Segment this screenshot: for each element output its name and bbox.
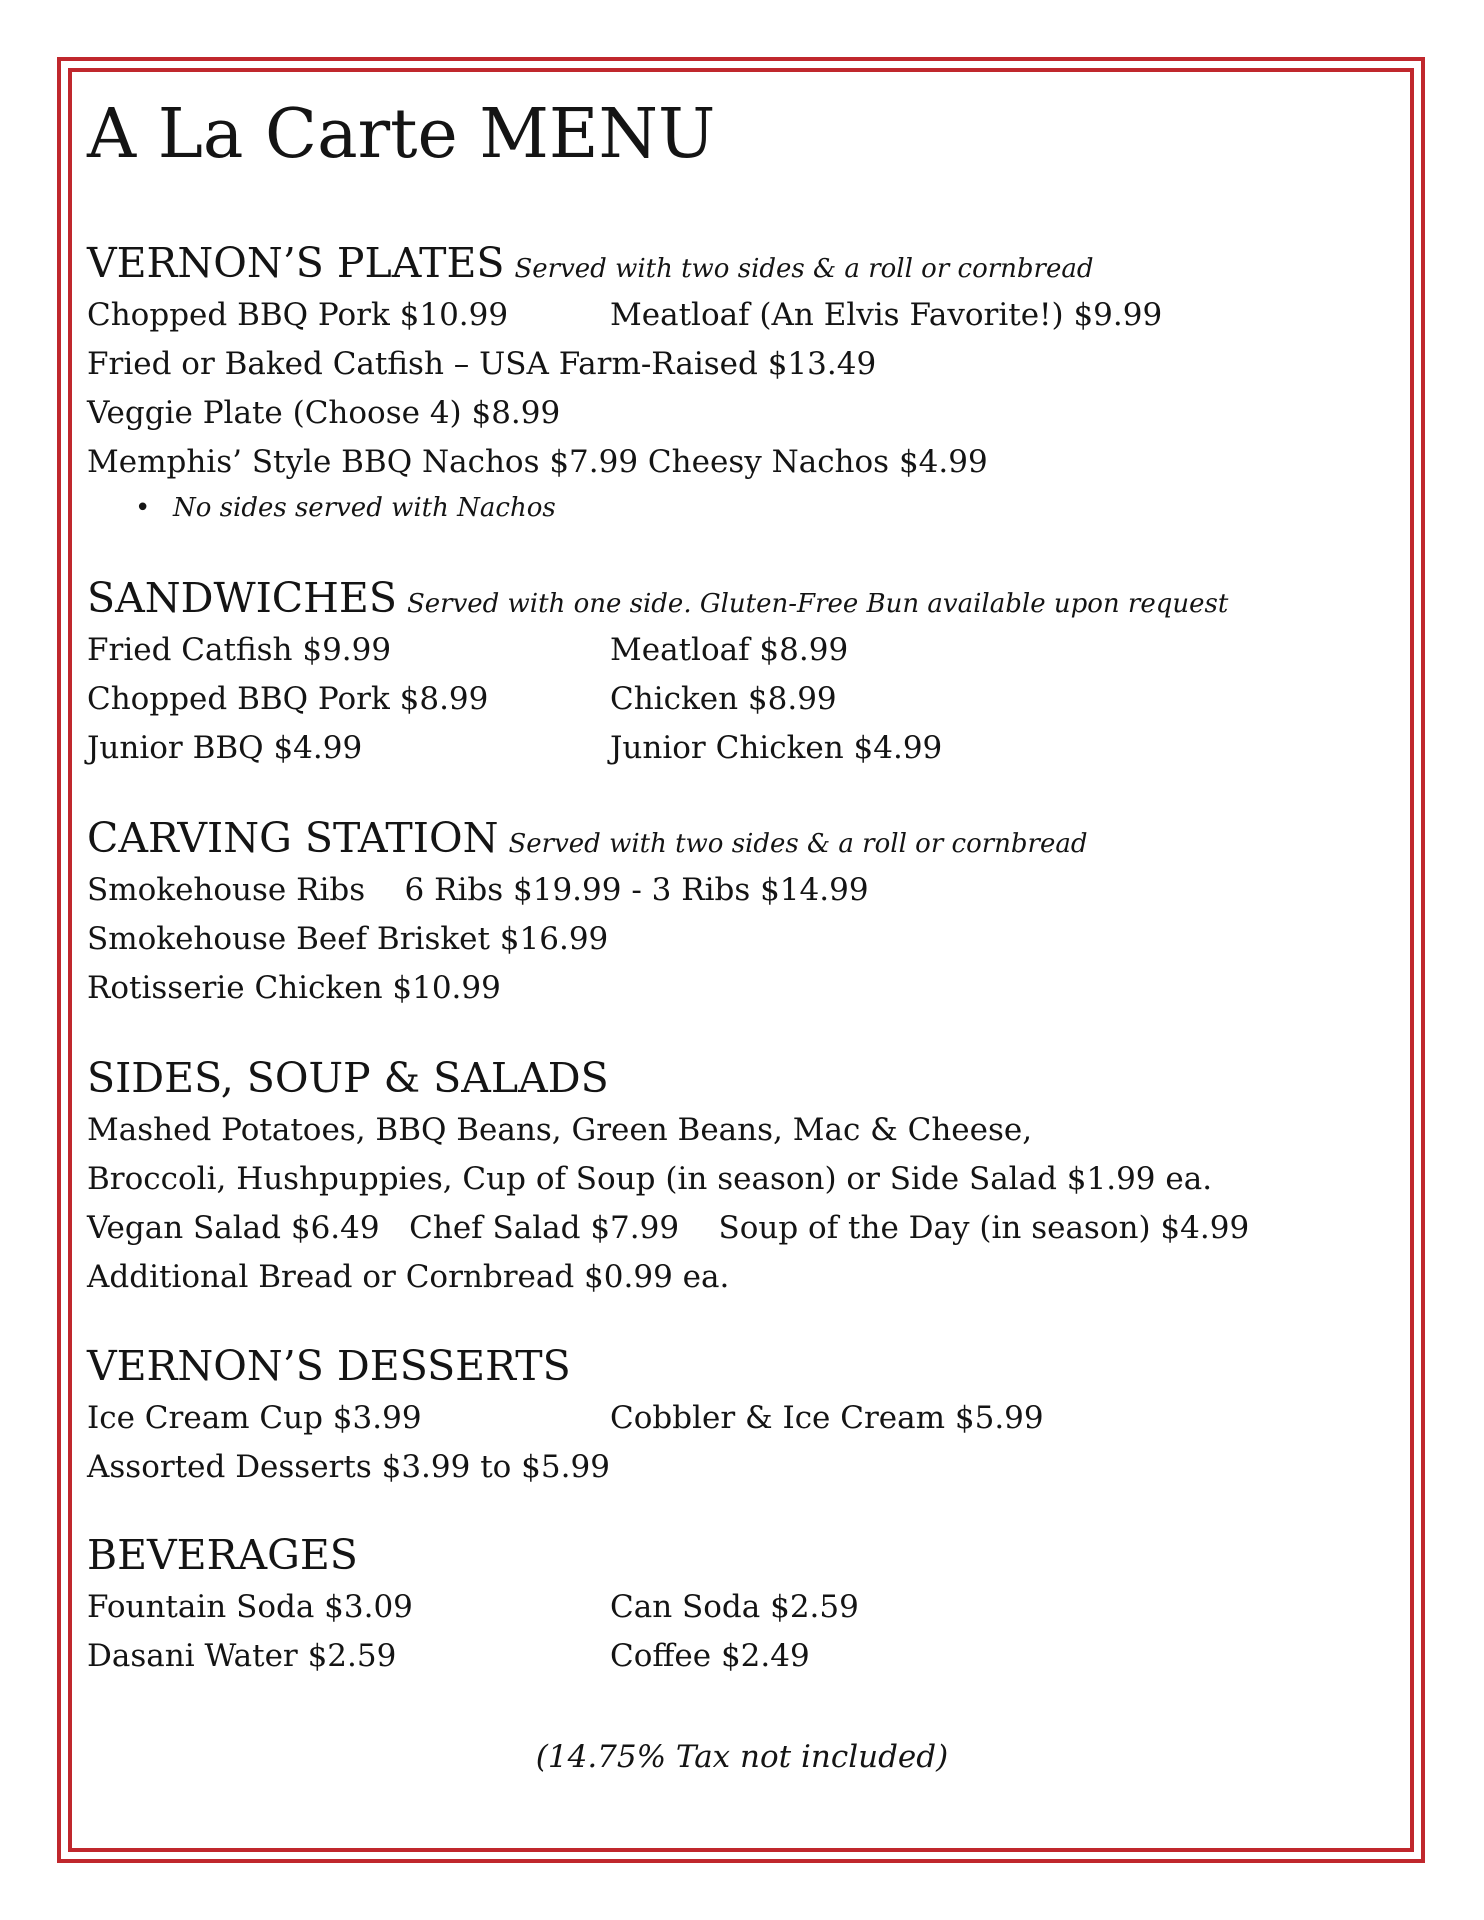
menu-item: Chopped BBQ Pork $10.99	[87, 297, 509, 333]
section-beverages	[87, 1527, 1397, 1681]
menu-line	[87, 1394, 1397, 1443]
menu-item: Meatloaf $8.99	[610, 632, 849, 668]
section-title: CARVING STATION	[87, 814, 499, 862]
menu-line	[87, 389, 1397, 438]
menu-item: Rotisserie Chicken $10.99	[87, 970, 501, 1006]
menu-item: Chopped BBQ Pork $8.99	[87, 681, 489, 717]
menu-line	[87, 626, 1397, 675]
section-title: SIDES, SOUP & SALADS	[87, 1054, 609, 1102]
section-header	[87, 1050, 1397, 1106]
menu-line	[87, 1583, 1397, 1632]
menu-line	[87, 1443, 1397, 1492]
menu-title: A La Carte MENU	[87, 95, 716, 174]
menu-line	[87, 438, 1397, 487]
section-note: Served with one side. Gluten-Free Bun available upon request	[406, 589, 1229, 619]
menu-item: Vegan Salad $6.49 Chef Salad $7.99 Soup of the Day (in season) $4.99	[87, 1210, 1250, 1246]
menu-item: Smokehouse Ribs 6 Ribs $19.99 - 3 Ribs $14.99	[87, 872, 869, 908]
menu-item: Fountain Soda $3.09	[87, 1589, 413, 1625]
section-title: VERNON’S DESSERTS	[87, 1342, 571, 1390]
section-desserts	[87, 1338, 1397, 1492]
menu-line	[87, 291, 1397, 340]
section-header	[87, 570, 1397, 626]
tax-note: (14.75% Tax not included)	[535, 1739, 949, 1775]
menu-line	[87, 1204, 1397, 1253]
menu-item: Veggie Plate (Choose 4) $8.99	[87, 395, 561, 431]
menu-item: Fried Catfish $9.99	[87, 632, 392, 668]
section-plates	[87, 235, 1397, 529]
menu-item: Dasani Water $2.59	[87, 1638, 397, 1674]
section-title: VERNON’S PLATES	[87, 239, 505, 287]
menu-item: Memphis’ Style BBQ Nachos $7.99 Cheesy Nachos $4.99	[87, 444, 988, 480]
menu-item: Smokehouse Beef Brisket $16.99	[87, 921, 609, 957]
section-header	[87, 1338, 1397, 1394]
menu-line	[87, 340, 1397, 389]
section-sides	[87, 1050, 1397, 1302]
menu-item: Cobbler & Ice Cream $5.99	[610, 1400, 1044, 1436]
menu-line	[87, 1106, 1397, 1155]
menu-line	[87, 675, 1397, 724]
bullet-text: No sides served with Nachos	[173, 493, 556, 523]
menu-line	[87, 1253, 1397, 1302]
menu-line	[87, 866, 1397, 915]
section-note: Served with two sides & a roll or cornbread	[514, 254, 1094, 284]
menu-item: Additional Bread or Cornbread $0.99 ea.	[87, 1259, 730, 1295]
section-title: SANDWICHES	[87, 574, 397, 622]
menu-item: Ice Cream Cup $3.99	[87, 1400, 422, 1436]
menu-line	[87, 915, 1397, 964]
menu-item: Chicken $8.99	[610, 681, 837, 717]
menu-item: Fried or Baked Catfish – USA Farm-Raised $13.49	[87, 346, 877, 382]
menu-line	[87, 1155, 1397, 1204]
menu-item: Meatloaf (An Elvis Favorite!) $9.99	[610, 297, 1163, 333]
menu-content	[87, 95, 1397, 1775]
section-header	[87, 810, 1397, 866]
bullet-icon: •	[135, 493, 151, 523]
section-header	[87, 235, 1397, 291]
menu-item: Junior BBQ $4.99	[87, 730, 363, 766]
section-title: BEVERAGES	[87, 1531, 358, 1579]
menu-item: Assorted Desserts $3.99 to $5.99	[87, 1449, 610, 1485]
section-header	[87, 1527, 1397, 1583]
section-note: Served with two sides & a roll or cornbread	[508, 829, 1088, 859]
menu-line	[87, 964, 1397, 1013]
section-sandwiches	[87, 570, 1397, 773]
section-carving	[87, 810, 1397, 1013]
menu-item: Can Soda $2.59	[610, 1589, 859, 1625]
menu-item: Mashed Potatoes, BBQ Beans, Green Beans, Mac & Cheese,	[87, 1112, 1033, 1148]
menu-line	[87, 1632, 1397, 1681]
bullet-note	[87, 487, 1397, 529]
menu-item: Broccoli, Hushpuppies, Cup of Soup (in season) or Side Salad $1.99 ea.	[87, 1161, 1213, 1197]
menu-line	[87, 724, 1397, 773]
menu-item: Junior Chicken $4.99	[610, 730, 943, 766]
menu-item: Coffee $2.49	[610, 1638, 810, 1674]
